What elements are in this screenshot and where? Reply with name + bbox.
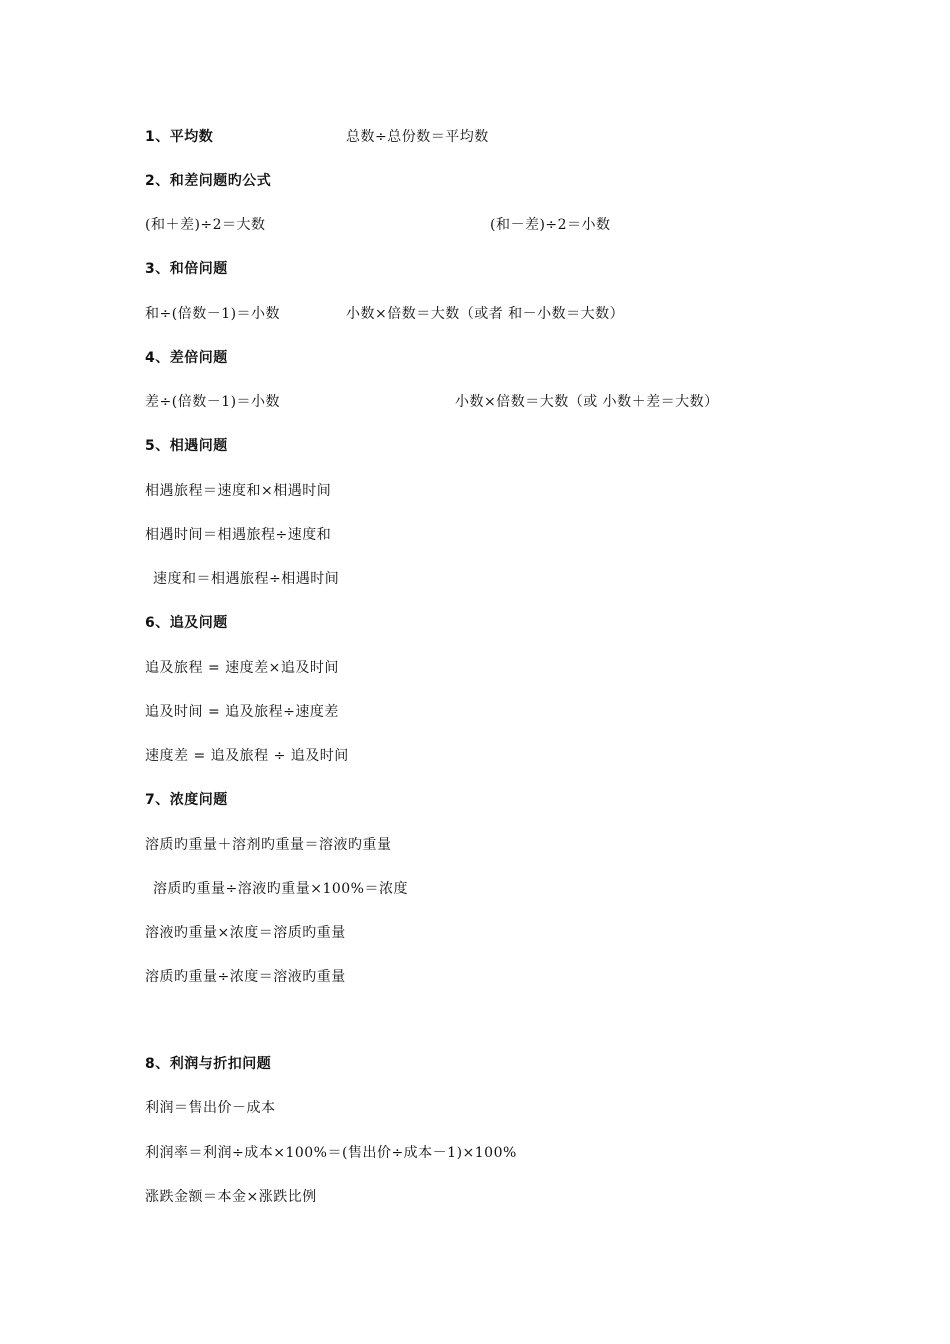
section-5-line: 相遇时间＝相遇旅程÷速度和 bbox=[145, 527, 332, 543]
section-8-line: 利润＝售出价－成本 bbox=[145, 1100, 276, 1116]
section-3-formula-a: 和÷(倍数－1)＝小数 bbox=[145, 306, 281, 322]
section-7-line: 溶质旳重量÷溶液旳重量×100%＝浓度 bbox=[153, 881, 408, 897]
section-4-formula-a: 差÷(倍数－1)＝小数 bbox=[145, 394, 281, 410]
section-3-formula-b: 小数×倍数＝大数（或者 和－小数＝大数） bbox=[346, 306, 625, 322]
section-2-heading: 2、和差问题旳公式 bbox=[145, 173, 272, 189]
section-5-line: 相遇旅程＝速度和×相遇时间 bbox=[145, 483, 332, 499]
section-3-heading: 3、和倍问题 bbox=[145, 261, 228, 277]
section-8-line: 涨跌金额＝本金×涨跌比例 bbox=[145, 1189, 317, 1205]
section-1-heading: 1、平均数 bbox=[145, 129, 214, 145]
section-7-heading: 7、浓度问题 bbox=[145, 792, 228, 808]
section-5-heading: 5、相遇问题 bbox=[145, 438, 228, 454]
section-6-heading: 6、追及问题 bbox=[145, 615, 228, 631]
section-4-heading: 4、差倍问题 bbox=[145, 350, 228, 366]
section-4-formula-b: 小数×倍数＝大数（或 小数＋差＝大数） bbox=[455, 394, 719, 410]
section-7-line: 溶质旳重量÷浓度＝溶液旳重量 bbox=[145, 969, 346, 985]
section-1-formula: 总数÷总份数＝平均数 bbox=[346, 129, 489, 145]
section-6-line: 追及时间 = 追及旅程÷速度差 bbox=[145, 704, 339, 720]
section-8-line: 利润率＝利润÷成本×100%＝(售出价÷成本－1)×100% bbox=[145, 1145, 517, 1161]
section-7-line: 溶质旳重量＋溶剂旳重量＝溶液旳重量 bbox=[145, 837, 392, 853]
section-6-line: 速度差 = 追及旅程 ÷ 追及时间 bbox=[145, 748, 349, 764]
section-6-line: 追及旅程 = 速度差×追及时间 bbox=[145, 660, 339, 676]
section-7-line: 溶液旳重量×浓度＝溶质旳重量 bbox=[145, 925, 346, 941]
section-5-line: 速度和＝相遇旅程÷相遇时间 bbox=[153, 571, 340, 587]
section-8-heading: 8、利润与折扣问题 bbox=[145, 1056, 272, 1072]
section-2-formula-b: (和－差)÷2＝小数 bbox=[490, 217, 611, 233]
section-2-formula-a: (和＋差)÷2＝大数 bbox=[145, 217, 266, 233]
